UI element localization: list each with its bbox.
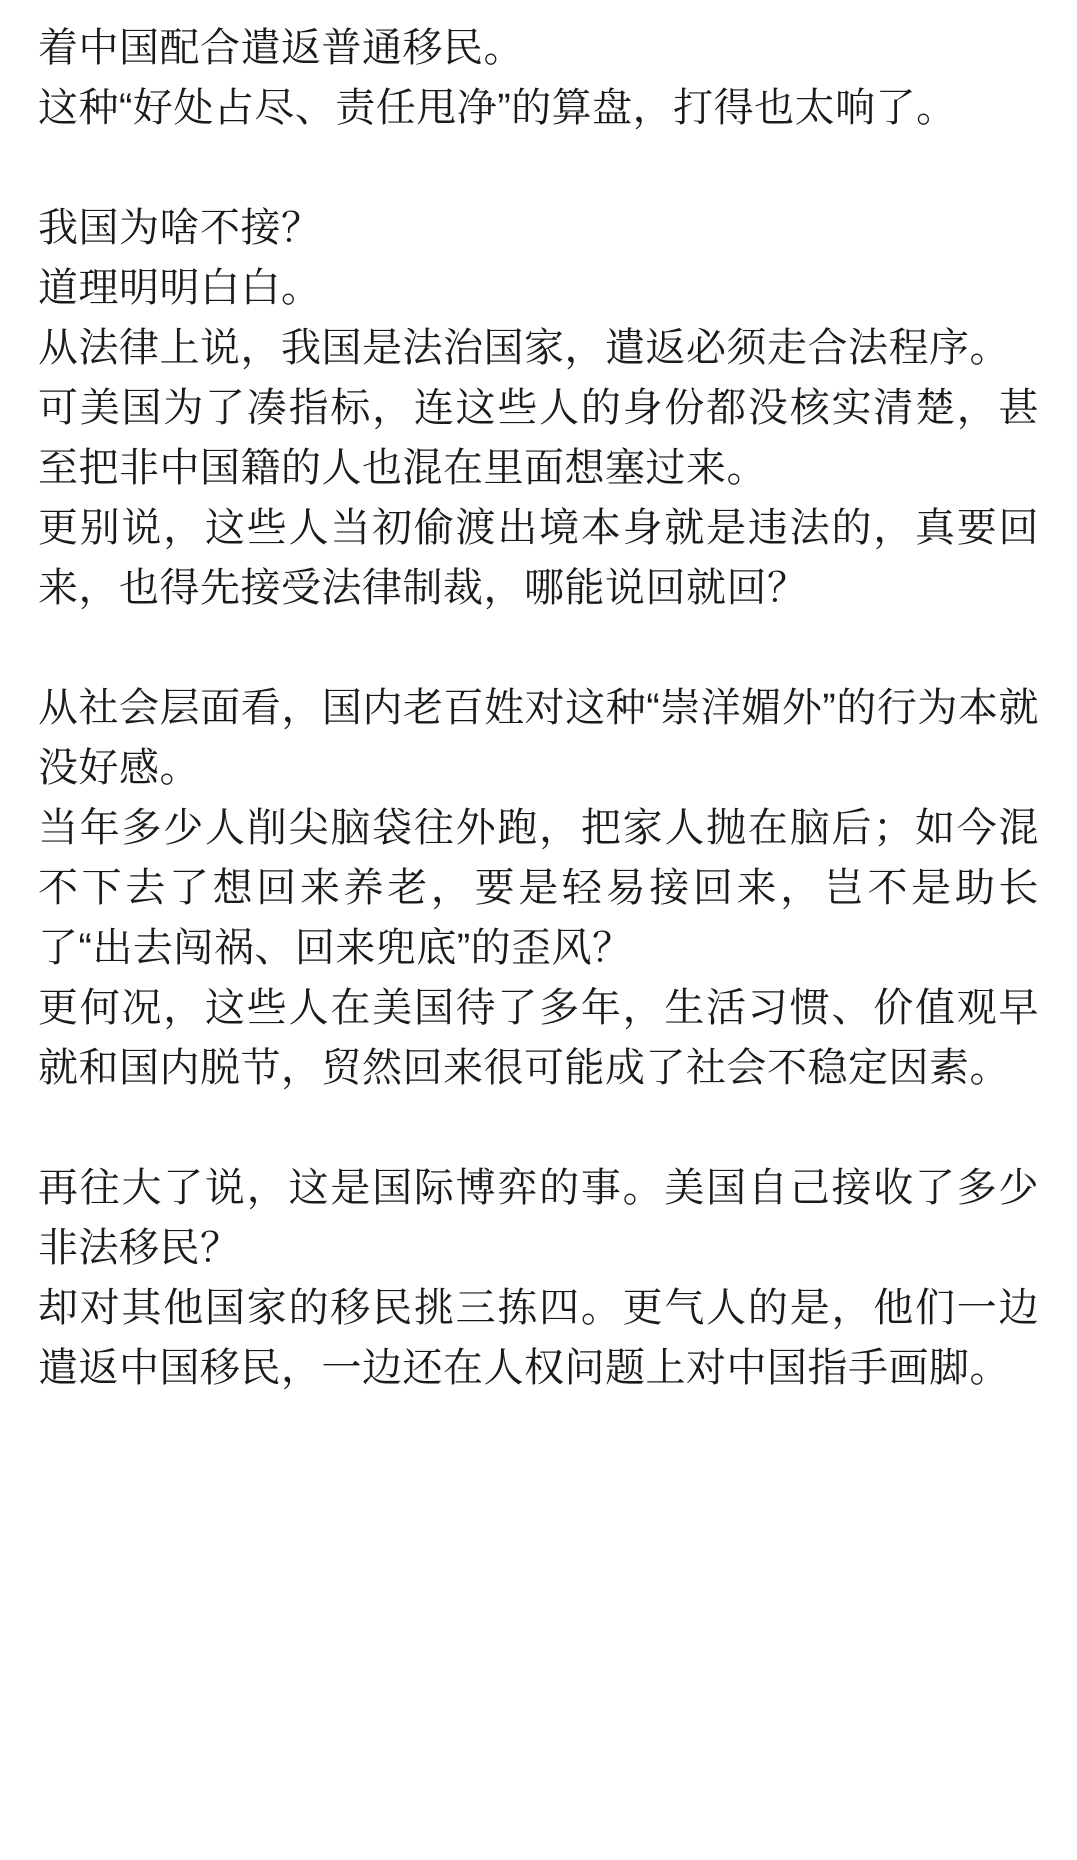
paragraph-5: 从法律上说，我国是法治国家，遣返必须走合法程序。 xyxy=(38,326,1010,370)
paragraph-list xyxy=(38,18,1039,1398)
paragraph-8: 从社会层面看，国内老百姓对这种“崇洋媚外”的行为本就没好感。 xyxy=(38,686,1039,790)
paragraph-gap-2 xyxy=(38,618,1039,678)
paragraph-2: 这种“好处占尽、责任甩净”的算盘，打得也太响了。 xyxy=(38,86,957,130)
paragraph-gap-3 xyxy=(38,1098,1039,1158)
paragraph-7: 更别说，这些人当初偷渡出境本身就是违法的，真要回来，也得先接受法律制裁，哪能说回就回？ xyxy=(38,506,1039,610)
paragraph-1: 着中国配合遣返普通移民。 xyxy=(38,26,524,70)
paragraph-6: 可美国为了凑指标，连这些人的身份都没核实清楚，甚至把非中国籍的人也混在里面想塞过来。 xyxy=(38,386,1039,490)
paragraph-gap-1 xyxy=(38,138,1039,198)
paragraph-4: 道理明明白白。 xyxy=(38,266,322,310)
paragraph-3: 我国为啥不接？ xyxy=(38,206,322,250)
paragraph-12: 却对其他国家的移民挑三拣四。更气人的是，他们一边遣返中国移民，一边还在人权问题上对中国指手画脚。 xyxy=(38,1286,1039,1390)
paragraph-11: 再往大了说，这是国际博弈的事。美国自己接收了多少非法移民？ xyxy=(38,1166,1039,1270)
paragraph-9: 当年多少人削尖脑袋往外跑，把家人抛在脑后；如今混不下去了想回来养老，要是轻易接回来，岂不是助长了“出去闯祸、回来兜底”的歪风？ xyxy=(38,806,1039,970)
paragraph-10: 更何况，这些人在美国待了多年，生活习惯、价值观早就和国内脱节，贸然回来很可能成了社会不稳定因素。 xyxy=(38,986,1039,1090)
